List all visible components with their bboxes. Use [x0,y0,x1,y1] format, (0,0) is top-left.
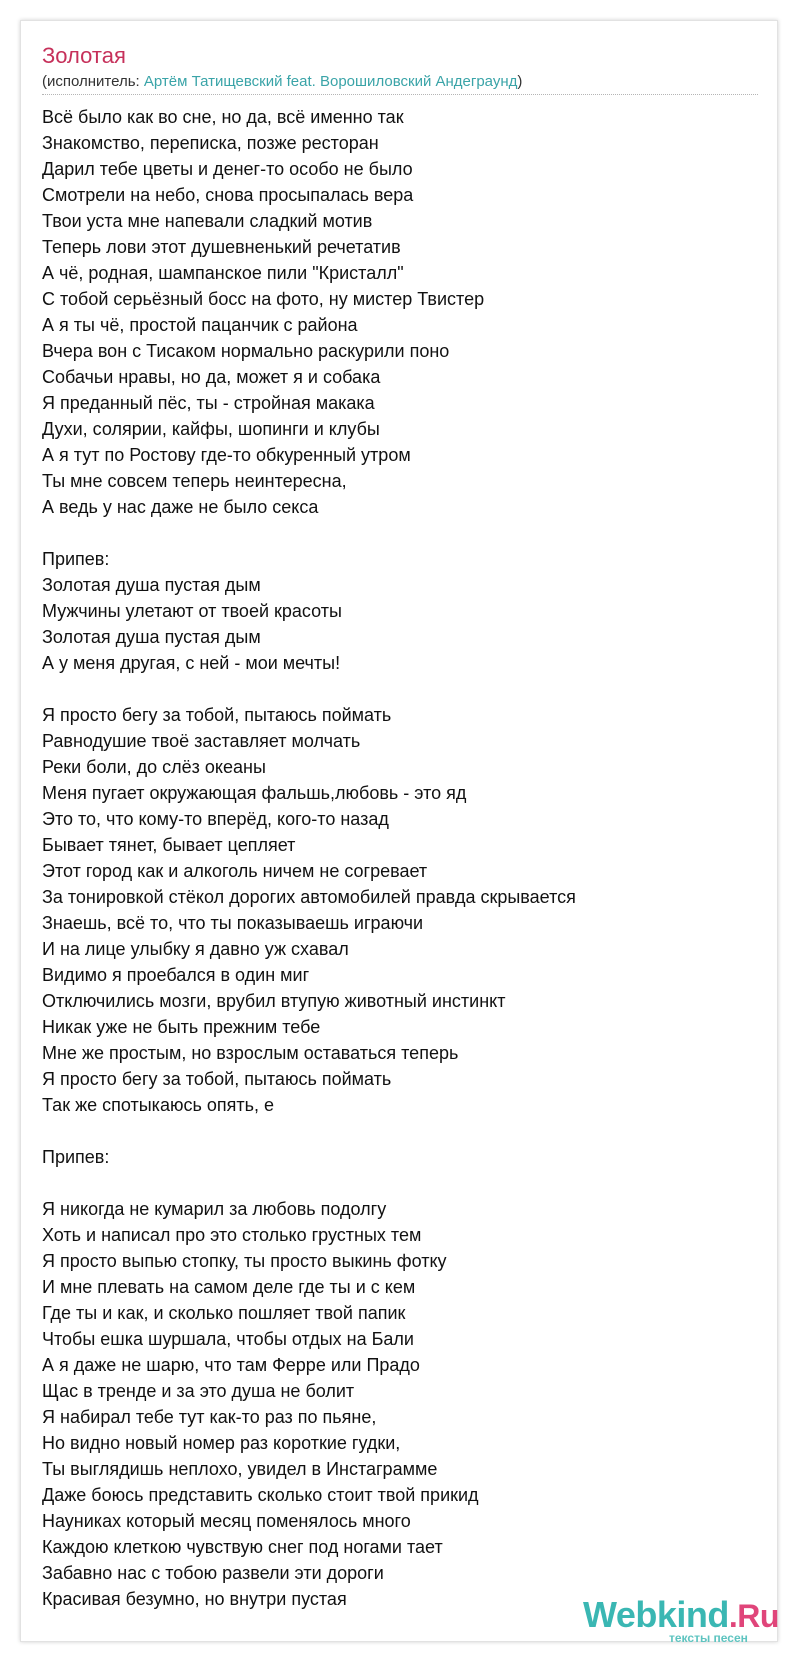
lyrics-line: За тонировкой стёкол дорогих автомобилей правда скрывается [42,887,576,907]
title-divider [42,94,758,95]
webkind-logo[interactable] [583,1595,783,1647]
lyrics-line: А чё, родная, шампанское пили "Кристалл" [42,263,404,283]
lyrics-line: А у меня другая, с ней - мои мечты! [42,653,341,673]
logo-brand: Webkind [583,1594,729,1635]
lyrics-line: Золотая душа пустая дым [42,627,261,647]
logo-tagline: тексты песен [669,1631,748,1645]
lyrics-line: Щас в тренде и за это душа не болит [42,1381,355,1401]
lyrics-line: И на лице улыбку я давно уж схавал [42,939,349,959]
lyrics-line: Я просто бегу за тобой, пытаюсь поймать [42,1069,392,1089]
lyrics-line: Мне же простым, но взрослым оставаться теперь [42,1043,459,1063]
lyrics-line: Видимо я проебался в один миг [42,965,310,985]
lyrics-line: Собачьи нравы, но да, может я и собака [42,367,381,387]
lyrics-line: Всё было как во сне, но да, всё именно так [42,107,404,127]
lyrics-line: Никак уже не быть прежним тебе [42,1017,321,1037]
lyrics-line: Я просто выпью стопку, ты просто выкинь фотку [42,1251,447,1271]
lyrics-line: Чтобы ешка шуршала, чтобы отдых на Бали [42,1329,414,1349]
lyrics-line: Где ты и как, и сколько пошляет твой папик [42,1303,406,1323]
logo-wordmark [583,1595,779,1636]
lyrics-line: А ведь у нас даже не было секса [42,497,319,517]
lyrics-line: Красивая безумно, но внутри пустая [42,1589,347,1609]
logo-tld: .Ru [728,1598,779,1634]
lyrics-line: Я набирал тебе тут как-то раз по пьяне, [42,1407,377,1427]
lyrics-line: Так же спотыкаюсь опять, е [42,1095,274,1115]
lyrics-line: Смотрели на небо, снова просыпалась вера [42,185,414,205]
lyrics-line: Реки боли, до слёз океаны [42,757,266,777]
lyrics-line: Ты выглядишь неплохо, увидел в Инстаграмме [42,1459,438,1479]
lyrics-line: Дарил тебе цветы и денег-то особо не было [42,159,413,179]
lyrics-line: И мне плевать на самом деле где ты и с кем [42,1277,416,1297]
lyrics-line: Меня пугает окружающая фальшь,любовь - это яд [42,783,467,803]
song-title: Золотая [42,43,126,68]
lyrics-line: Ты мне совсем теперь неинтересна, [42,471,347,491]
lyrics-line: Это то, что кому-то вперёд, кого-то назад [42,809,389,829]
lyrics-blank-line [42,1118,762,1144]
lyrics-line: Твои уста мне напевали сладкий мотив [42,211,373,231]
lyrics-line: С тобой серьёзный босс на фото, ну мистер Твистер [42,289,485,309]
lyrics-line: А я тут по Ростову где-то обкуренный утром [42,445,411,465]
artist-link[interactable]: Артём Татищевский feat. Ворошиловский Андеграунд [143,73,518,90]
lyrics-line: Духи, солярии, кайфы, шопинги и клубы [42,419,380,439]
lyrics-line: А я даже не шарю, что там Ферре или Прадо [42,1355,420,1375]
artist-prefix: (исполнитель: [42,73,144,90]
lyrics-line: Я просто бегу за тобой, пытаюсь поймать [42,705,392,725]
lyrics-line: Забавно нас с тобою развели эти дороги [42,1563,384,1583]
lyrics-line: Равнодушие твоё заставляет молчать [42,731,361,751]
lyrics-line: Я никогда не кумарил за любовь подолгу [42,1199,387,1219]
lyrics-line: Припев: [42,549,110,569]
lyrics-line: Я преданный пёс, ты - стройная макака [42,393,375,413]
lyrics-line: Мужчины улетают от твоей красоты [42,601,342,621]
lyrics-line: Но видно новый номер раз короткие гудки, [42,1433,401,1453]
lyrics-line: Знакомство, переписка, позже ресторан [42,133,379,153]
lyrics-line: Золотая душа пустая дым [42,575,261,595]
lyrics-line: Хоть и написал про это столько грустных тем [42,1225,422,1245]
lyrics-line: Даже боюсь представить сколько стоит твой прикид [42,1485,479,1505]
lyrics-blank-line [42,520,762,546]
lyrics-blank-line [42,676,762,702]
artist-suffix: ) [517,73,523,90]
lyrics-body [42,104,762,1612]
lyrics-line: Знаешь, всё то, что ты показываешь играючи [42,913,424,933]
lyrics-line: Этот город как и алкоголь ничем не согревает [42,861,428,881]
lyrics-line: Бывает тянет, бывает цепляет [42,835,296,855]
lyrics-line: Науниках который месяц поменялось много [42,1511,411,1531]
lyrics-line: Припев: [42,1147,110,1167]
artist-line [42,72,522,92]
lyrics-line: Теперь лови этот душевненький речетатив [42,237,401,257]
lyrics-blank-line [42,1170,762,1196]
lyrics-line: Отключились мозги, врубил втупую животный инстинкт [42,991,506,1011]
lyrics-line: Вчера вон с Тисаком нормально раскурили поно [42,341,450,361]
lyrics-line: Каждою клеткою чувствую снег под ногами тает [42,1537,443,1557]
lyrics-line: А я ты чё, простой пацанчик с района [42,315,358,335]
